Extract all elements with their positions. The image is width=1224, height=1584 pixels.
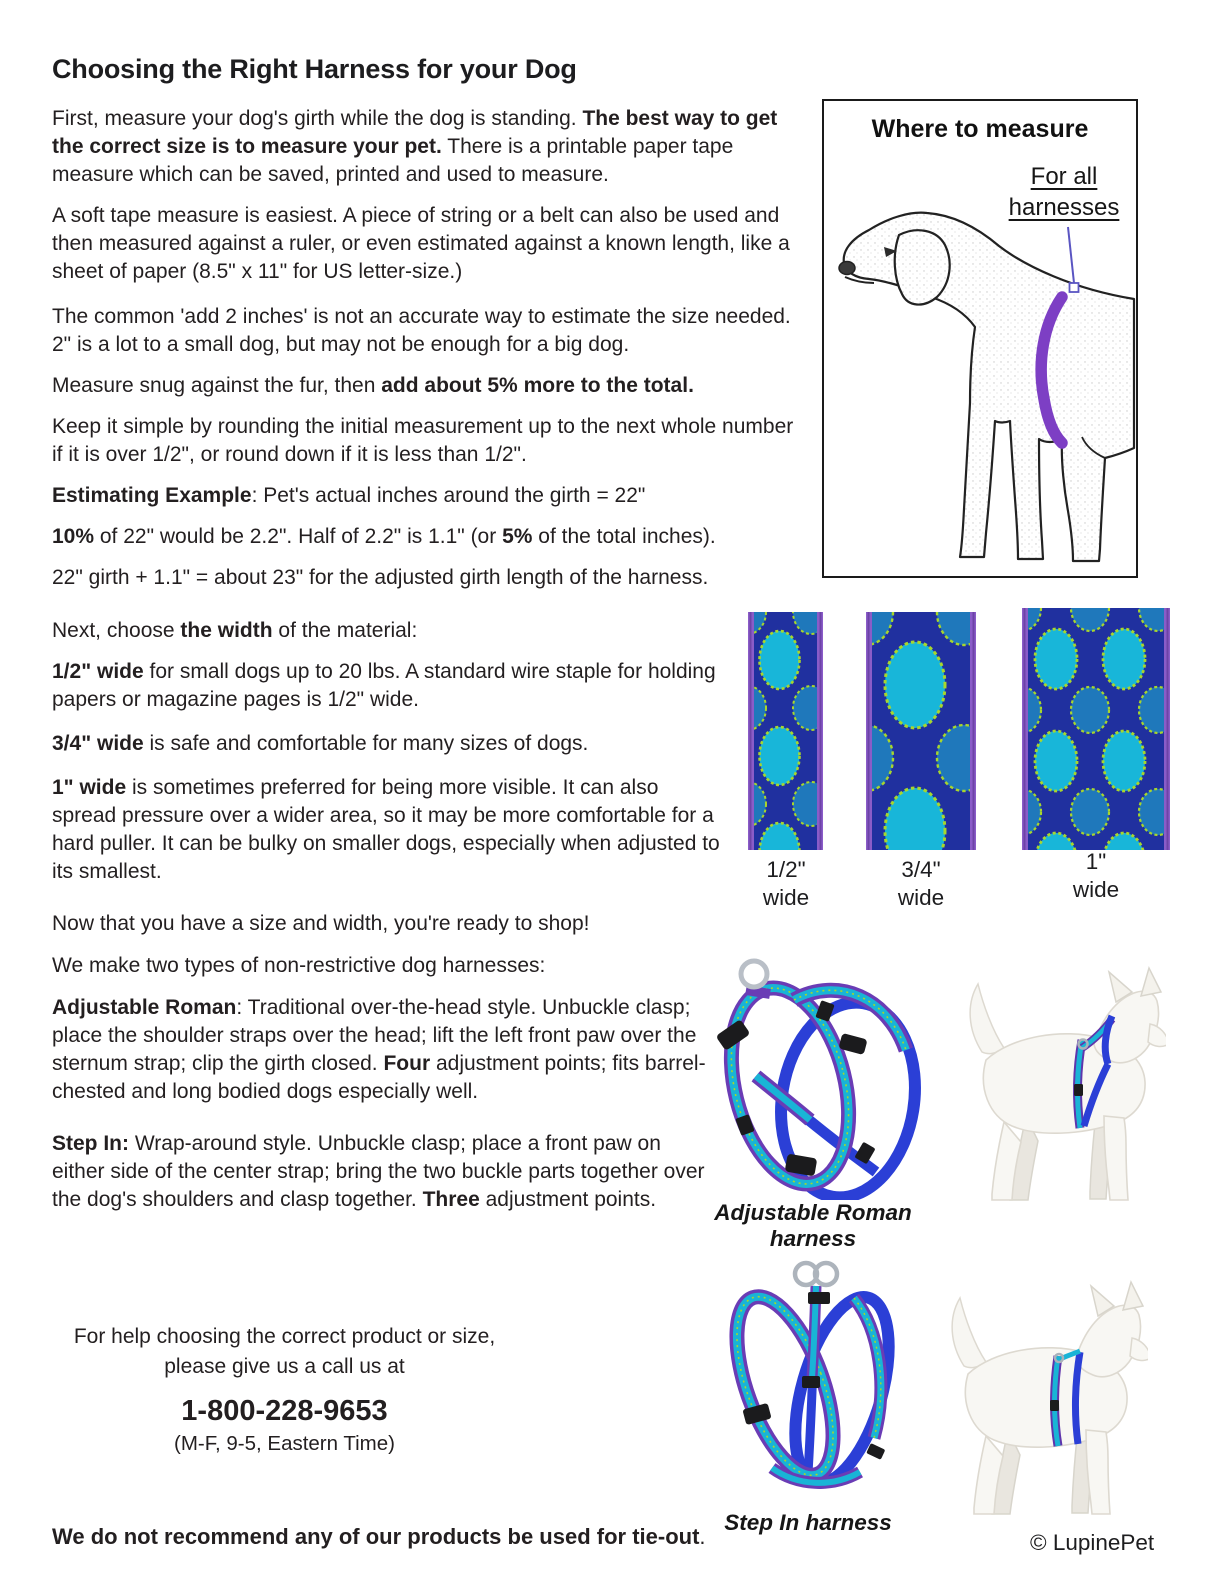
label-three-quarter-inch-wide: 3/4" wide — [897, 857, 945, 910]
help-contact-block — [52, 1322, 517, 1456]
paragraph-keep-simple: Keep it simple by rounding the initial measurement up to the next whole number if it is over 1/2", or round down if it is less than 1/2". — [52, 415, 794, 466]
help-line-2: please give us a call us at — [164, 1355, 405, 1378]
roman-harness-caption: Adjustable Roman harness — [714, 1200, 912, 1251]
webbing-swatch-half-inch — [748, 612, 823, 855]
phone-number: 1-800-228-9653 — [181, 1395, 388, 1427]
paragraph-one-inch: 1" wide is sometimes preferred for being more visible. It can also spread pressure over a wider area, so it may be more comfortable for a hard puller. It can be bulky on smaller dogs, especially when adjusted to its smallest. — [52, 776, 720, 883]
measure-box-title: Where to measure — [871, 115, 1089, 143]
label-half-inch-wide: 1/2" wide — [762, 857, 810, 910]
measuring-section — [52, 54, 800, 605]
paragraph-half-inch: 1/2" wide for small dogs up to 20 lbs. A standard wire staple for holding papers or magazine pages is 1/2" wide. — [52, 660, 716, 711]
paragraph-adjusted-girth: 22" girth + 1.1" = about 23" for the adjusted girth length of the harness. — [52, 566, 709, 589]
step-in-harness-photo — [722, 1258, 910, 1508]
paragraph-estimating-example: Estimating Example: Pet's actual inches around the girth = 22" — [52, 484, 646, 507]
paragraph-measure-first: First, measure your dog's girth while the dog is standing. The best way to get the correct size is to measure your pet. There is a printable paper tape measure which can be saved, printed and used to measure. — [52, 107, 778, 186]
adjuster — [802, 1376, 820, 1388]
slide — [1050, 1400, 1059, 1411]
mannequin-dog-roman-photo — [946, 956, 1166, 1206]
paragraph-add-2-inches: The common 'add 2 inches' is not an accurate way to estimate the size needed. 2" is a lot to a small dog, but may not be enough for a big dog. — [52, 305, 791, 356]
webbing-swatch-three-quarter-inch — [866, 612, 976, 855]
for-all-harnesses-callout: For all harnesses — [1008, 163, 1120, 221]
paragraph-two-types: We make two types of non-restrictive dog harnesses: — [52, 954, 546, 977]
copyright-notice: © LupinePet — [1030, 1530, 1155, 1555]
phone-hours: (M-F, 9-5, Eastern Time) — [174, 1432, 395, 1455]
page-title: Choosing the Right Harness for your Dog — [52, 54, 577, 84]
d-ring — [741, 961, 767, 987]
slide — [808, 1292, 830, 1304]
tie-out-warning: We do not recommend any of our products be used for tie-out. — [52, 1524, 706, 1549]
paragraph-step-in: Step In: Wrap-around style. Unbuckle clasp; place a front paw on either side of the center strap; bring the two buckle parts together over the dog's shoulders and clasp together. Three adjustment points. — [52, 1132, 705, 1211]
paragraph-percent-math: 10% of 22" would be 2.2". Half of 2.2" is 1.1" (or 5% of the total inches). — [52, 525, 716, 548]
paragraph-three-quarter-inch: 3/4" wide is safe and comfortable for many sizes of dogs. — [52, 732, 589, 755]
step-in-harness-caption: Step In harness — [724, 1510, 892, 1535]
adjustable-roman-harness-photo — [698, 948, 940, 1200]
paragraph-measure-snug: Measure snug against the fur, then add about 5% more to the total. — [52, 374, 694, 397]
paragraph-choose-width: Next, choose the width of the material: — [52, 619, 418, 642]
slide — [1074, 1084, 1083, 1096]
mannequin-dog-step-in-photo — [928, 1270, 1148, 1520]
label-one-inch-wide: 1" wide — [1072, 849, 1120, 902]
paragraph-ready-to-shop: Now that you have a size and width, you're ready to shop! — [52, 912, 590, 935]
width-section — [52, 617, 724, 951]
harness-types-section — [52, 952, 714, 1227]
where-to-measure-box — [822, 99, 1138, 578]
paragraph-adjustable-roman: Adjustable Roman: Traditional over-the-head style. Unbuckle clasp; place the shoulder straps over the head; lift the left front paw over the sternum strap; clip the girth closed. Four adjustment points; fits barrel-chested and long bodied dogs especially well. — [52, 996, 706, 1103]
paragraph-soft-tape: A soft tape measure is easiest. A piece of string or a belt can also be used and then measured against a ruler, or even estimated against a known length, like a sheet of paper (8.5" x 11" for US letter-size.) — [52, 204, 790, 283]
help-line-1: For help choosing the correct product or size, — [73, 1325, 496, 1348]
webbing-swatch-one-inch — [1022, 608, 1170, 855]
